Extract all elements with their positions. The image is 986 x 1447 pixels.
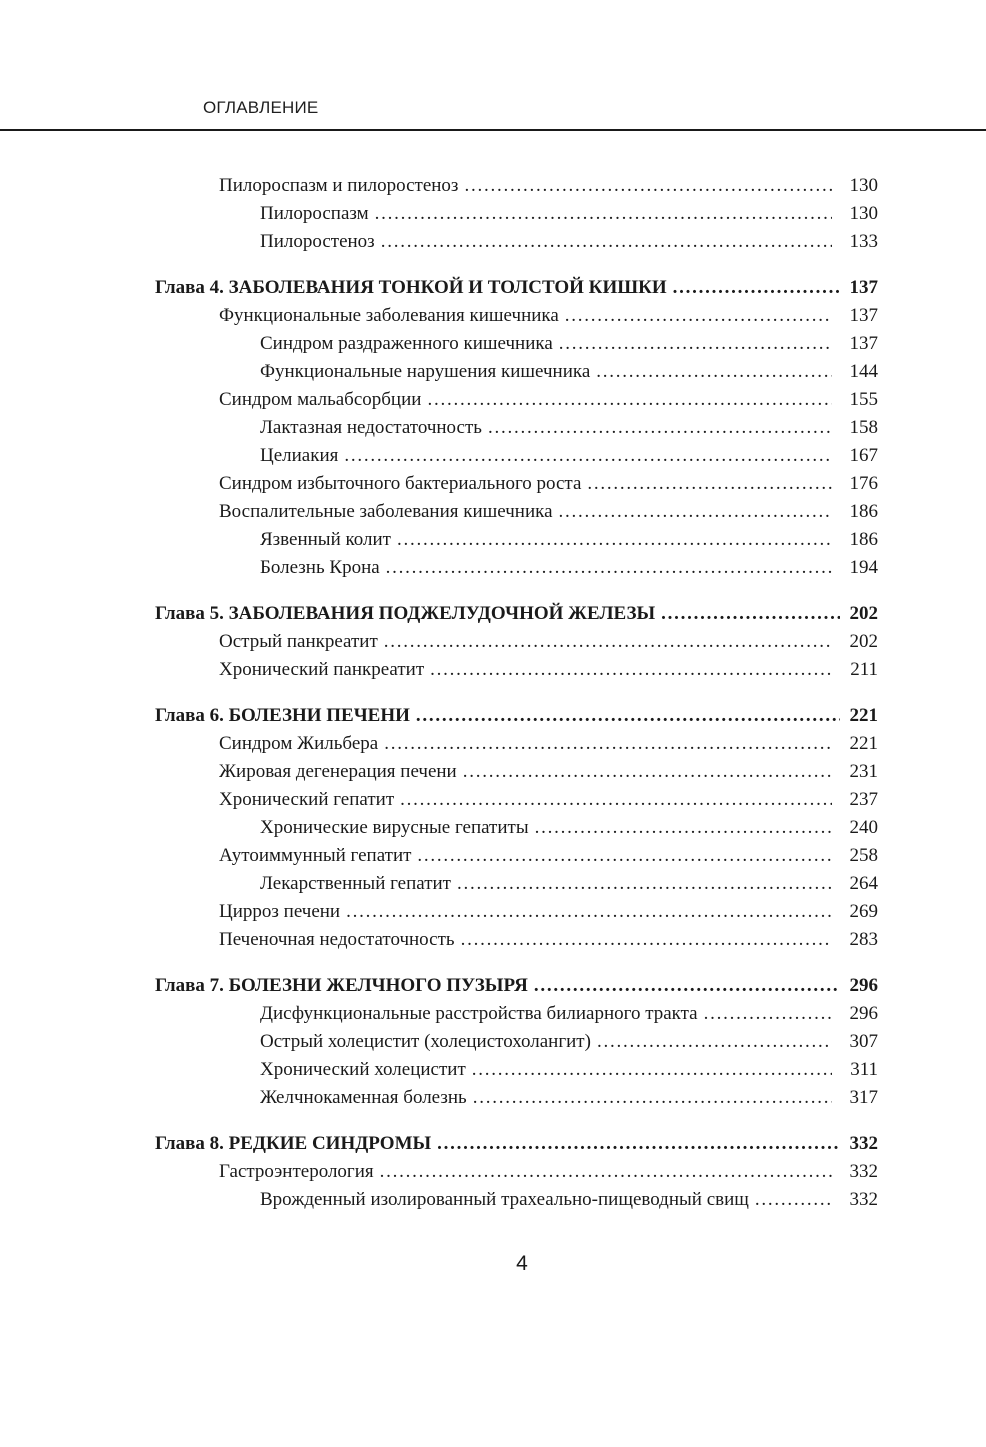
toc-entry[interactable] — [0, 414, 878, 442]
toc-entry-title: Болезнь Крона — [260, 557, 380, 578]
toc-entry-page: 144 — [849, 361, 878, 382]
toc-entry[interactable] — [0, 1000, 878, 1028]
toc-entry[interactable] — [0, 1158, 878, 1186]
toc-entry[interactable] — [0, 870, 878, 898]
dot-leader — [472, 1056, 832, 1084]
toc-group — [0, 972, 986, 1112]
toc-entry-title: Синдром Жильбера — [219, 733, 379, 754]
toc-entry-title: Глава 8. РЕДКИЕ СИНДРОМЫ — [155, 1133, 432, 1154]
toc-entry-title: Врожденный изолированный трахеально-пищеводный свищ — [260, 1189, 749, 1210]
toc-entry[interactable] — [0, 442, 878, 470]
toc-entry-page: 332 — [849, 1189, 878, 1210]
toc-entry[interactable] — [0, 330, 878, 358]
toc-entry-page: 240 — [849, 817, 878, 838]
toc-entry-page: 202 — [849, 603, 878, 624]
toc-entry-page: 155 — [849, 389, 878, 410]
toc-entry-page: 332 — [849, 1133, 878, 1154]
toc-entry-title: Аутоиммунный гепатит — [219, 845, 412, 866]
toc-entry-title: Лактазная недостаточность — [260, 417, 482, 438]
toc-entry-title: Функциональные нарушения кишечника — [260, 361, 591, 382]
toc-entry[interactable] — [0, 898, 878, 926]
toc-group — [0, 702, 986, 954]
toc-group — [0, 600, 986, 684]
dot-leader — [380, 1158, 832, 1186]
toc-entry[interactable] — [0, 758, 878, 786]
dot-leader — [587, 470, 832, 498]
toc-entry[interactable] — [0, 786, 878, 814]
toc-entry-page: 167 — [849, 445, 878, 466]
toc-entry-title: Глава 5. ЗАБОЛЕВАНИЯ ПОДЖЕЛУДОЧНОЙ ЖЕЛЕЗЫ — [155, 603, 656, 624]
toc-entry-page: 311 — [850, 1059, 878, 1080]
toc-entry-page: 221 — [849, 733, 878, 754]
dot-leader — [381, 228, 832, 256]
toc-entry[interactable] — [0, 814, 878, 842]
toc-entry-page: 130 — [849, 203, 878, 224]
dot-leader — [488, 414, 832, 442]
toc-entry-page: 137 — [849, 277, 878, 298]
toc-entry-title: Острый панкреатит — [219, 631, 378, 652]
toc-entry[interactable] — [0, 1084, 878, 1112]
toc-chapter-entry[interactable] — [0, 1130, 878, 1158]
toc-chapter-entry[interactable] — [0, 972, 878, 1000]
toc-group — [0, 274, 986, 582]
toc-entry-title: Глава 7. БОЛЕЗНИ ЖЕЛЧНОГО ПУЗЫРЯ — [155, 975, 528, 996]
dot-leader — [596, 358, 832, 386]
toc-entry-page: 133 — [849, 231, 878, 252]
dot-leader — [416, 702, 840, 730]
dot-leader — [473, 1084, 832, 1112]
toc-entry-page: 264 — [849, 873, 878, 894]
toc-entry-page: 307 — [849, 1031, 878, 1052]
toc-entry-page: 317 — [849, 1087, 878, 1108]
dot-leader — [464, 172, 832, 200]
toc-entry-title: Синдром раздраженного кишечника — [260, 333, 553, 354]
toc-chapter-entry[interactable] — [0, 274, 878, 302]
dot-leader — [346, 898, 832, 926]
toc-chapter-entry[interactable] — [0, 702, 878, 730]
toc-entry[interactable] — [0, 302, 878, 330]
toc-entry[interactable] — [0, 172, 878, 200]
toc-entry[interactable] — [0, 498, 878, 526]
toc-entry[interactable] — [0, 470, 878, 498]
dot-leader — [565, 302, 832, 330]
toc-entry-title: Хронические вирусные гепатиты — [260, 817, 529, 838]
toc-entry-page: 258 — [849, 845, 878, 866]
dot-leader — [597, 1028, 832, 1056]
toc-entry-page: 194 — [849, 557, 878, 578]
toc-entry[interactable] — [0, 554, 878, 582]
toc-entry-page: 332 — [849, 1161, 878, 1182]
toc-entry-title: Хронический гепатит — [219, 789, 395, 810]
dot-leader — [427, 386, 832, 414]
toc-entry-title: Хронический холецистит — [260, 1059, 466, 1080]
dot-leader — [535, 814, 832, 842]
toc-entry[interactable] — [0, 842, 878, 870]
toc-entry-title: Глава 4. ЗАБОЛЕВАНИЯ ТОНКОЙ И ТОЛСТОЙ КИШКИ — [155, 277, 667, 298]
toc-entry[interactable] — [0, 1056, 878, 1084]
toc-entry-title: Глава 6. БОЛЕЗНИ ПЕЧЕНИ — [155, 705, 410, 726]
toc-entry-title: Пилороспазм — [260, 203, 369, 224]
toc-entry-title: Целиакия — [260, 445, 339, 466]
dot-leader — [375, 200, 832, 228]
toc-entry-page: 283 — [849, 929, 878, 950]
toc-entry-title: Лекарственный гепатит — [260, 873, 451, 894]
toc-entry[interactable] — [0, 656, 878, 684]
toc-entry-title: Цирроз печени — [219, 901, 341, 922]
page-number: 4 — [516, 1252, 528, 1275]
dot-leader — [457, 870, 832, 898]
toc-entry-title: Гастроэнтерология — [219, 1161, 374, 1182]
dot-leader — [386, 554, 832, 582]
toc-entry-title: Пилоростеноз — [260, 231, 375, 252]
toc-group — [0, 1130, 986, 1214]
dot-leader — [559, 330, 832, 358]
toc-entry-page: 211 — [850, 659, 878, 680]
toc-entry-page: 221 — [849, 705, 878, 726]
toc-entry-page: 237 — [849, 789, 878, 810]
toc-entry[interactable] — [0, 1028, 878, 1056]
toc-entry-page: 158 — [849, 417, 878, 438]
dot-leader — [417, 842, 832, 870]
toc-entry-title: Острый холецистит (холецистохолангит) — [260, 1031, 591, 1052]
toc-entry[interactable] — [0, 358, 878, 386]
dot-leader — [661, 600, 840, 628]
toc-entry-title: Пилороспазм и пилоростеноз — [219, 175, 459, 196]
toc-entry-page: 130 — [849, 175, 878, 196]
dot-leader — [755, 1186, 832, 1214]
toc-entry-title: Жировая дегенерация печени — [219, 761, 457, 782]
toc-entry-page: 296 — [849, 1003, 878, 1024]
dot-leader — [461, 926, 832, 954]
dot-leader — [704, 1000, 832, 1028]
toc-entry[interactable] — [0, 200, 878, 228]
toc-entry-title: Функциональные заболевания кишечника — [219, 305, 559, 326]
dot-leader — [397, 526, 832, 554]
toc-entry-page: 296 — [849, 975, 878, 996]
toc-entry-page: 137 — [849, 333, 878, 354]
dot-leader — [344, 442, 832, 470]
dot-leader — [430, 656, 832, 684]
dot-leader — [400, 786, 832, 814]
dot-leader — [437, 1130, 840, 1158]
toc-entry[interactable] — [0, 228, 878, 256]
toc-entry-page: 202 — [849, 631, 878, 652]
toc-entry-page: 269 — [849, 901, 878, 922]
toc-entry-title: Воспалительные заболевания кишечника — [219, 501, 553, 522]
toc-entry-title: Печеночная недостаточность — [219, 929, 455, 950]
toc-entry-title: Синдром избыточного бактериального роста — [219, 473, 582, 494]
table-of-contents — [0, 172, 986, 1232]
toc-entry-title: Желчнокаменная болезнь — [260, 1087, 467, 1108]
dot-leader — [384, 730, 832, 758]
toc-entry-title: Язвенный колит — [260, 529, 391, 550]
toc-entry-title: Дисфункциональные расстройства билиарного тракта — [260, 1003, 698, 1024]
dot-leader — [463, 758, 832, 786]
toc-entry[interactable] — [0, 730, 878, 758]
running-header: ОГЛАВЛЕНИЕ — [203, 98, 319, 117]
toc-chapter-entry[interactable] — [0, 600, 878, 628]
header-rule — [0, 129, 986, 131]
toc-entry[interactable] — [0, 526, 878, 554]
toc-entry-page: 176 — [849, 473, 878, 494]
toc-entry[interactable] — [0, 1186, 878, 1214]
toc-entry[interactable] — [0, 628, 878, 656]
toc-entry-title: Хронический панкреатит — [219, 659, 425, 680]
toc-entry[interactable] — [0, 926, 878, 954]
toc-entry-page: 137 — [849, 305, 878, 326]
dot-leader — [384, 628, 832, 656]
toc-entry-title: Синдром мальабсорбции — [219, 389, 422, 410]
toc-group — [0, 172, 986, 256]
toc-entry-page: 186 — [849, 529, 878, 550]
toc-entry-page: 186 — [849, 501, 878, 522]
dot-leader — [559, 498, 832, 526]
toc-entry[interactable] — [0, 386, 878, 414]
toc-entry-page: 231 — [849, 761, 878, 782]
dot-leader — [534, 972, 840, 1000]
dot-leader — [673, 274, 840, 302]
